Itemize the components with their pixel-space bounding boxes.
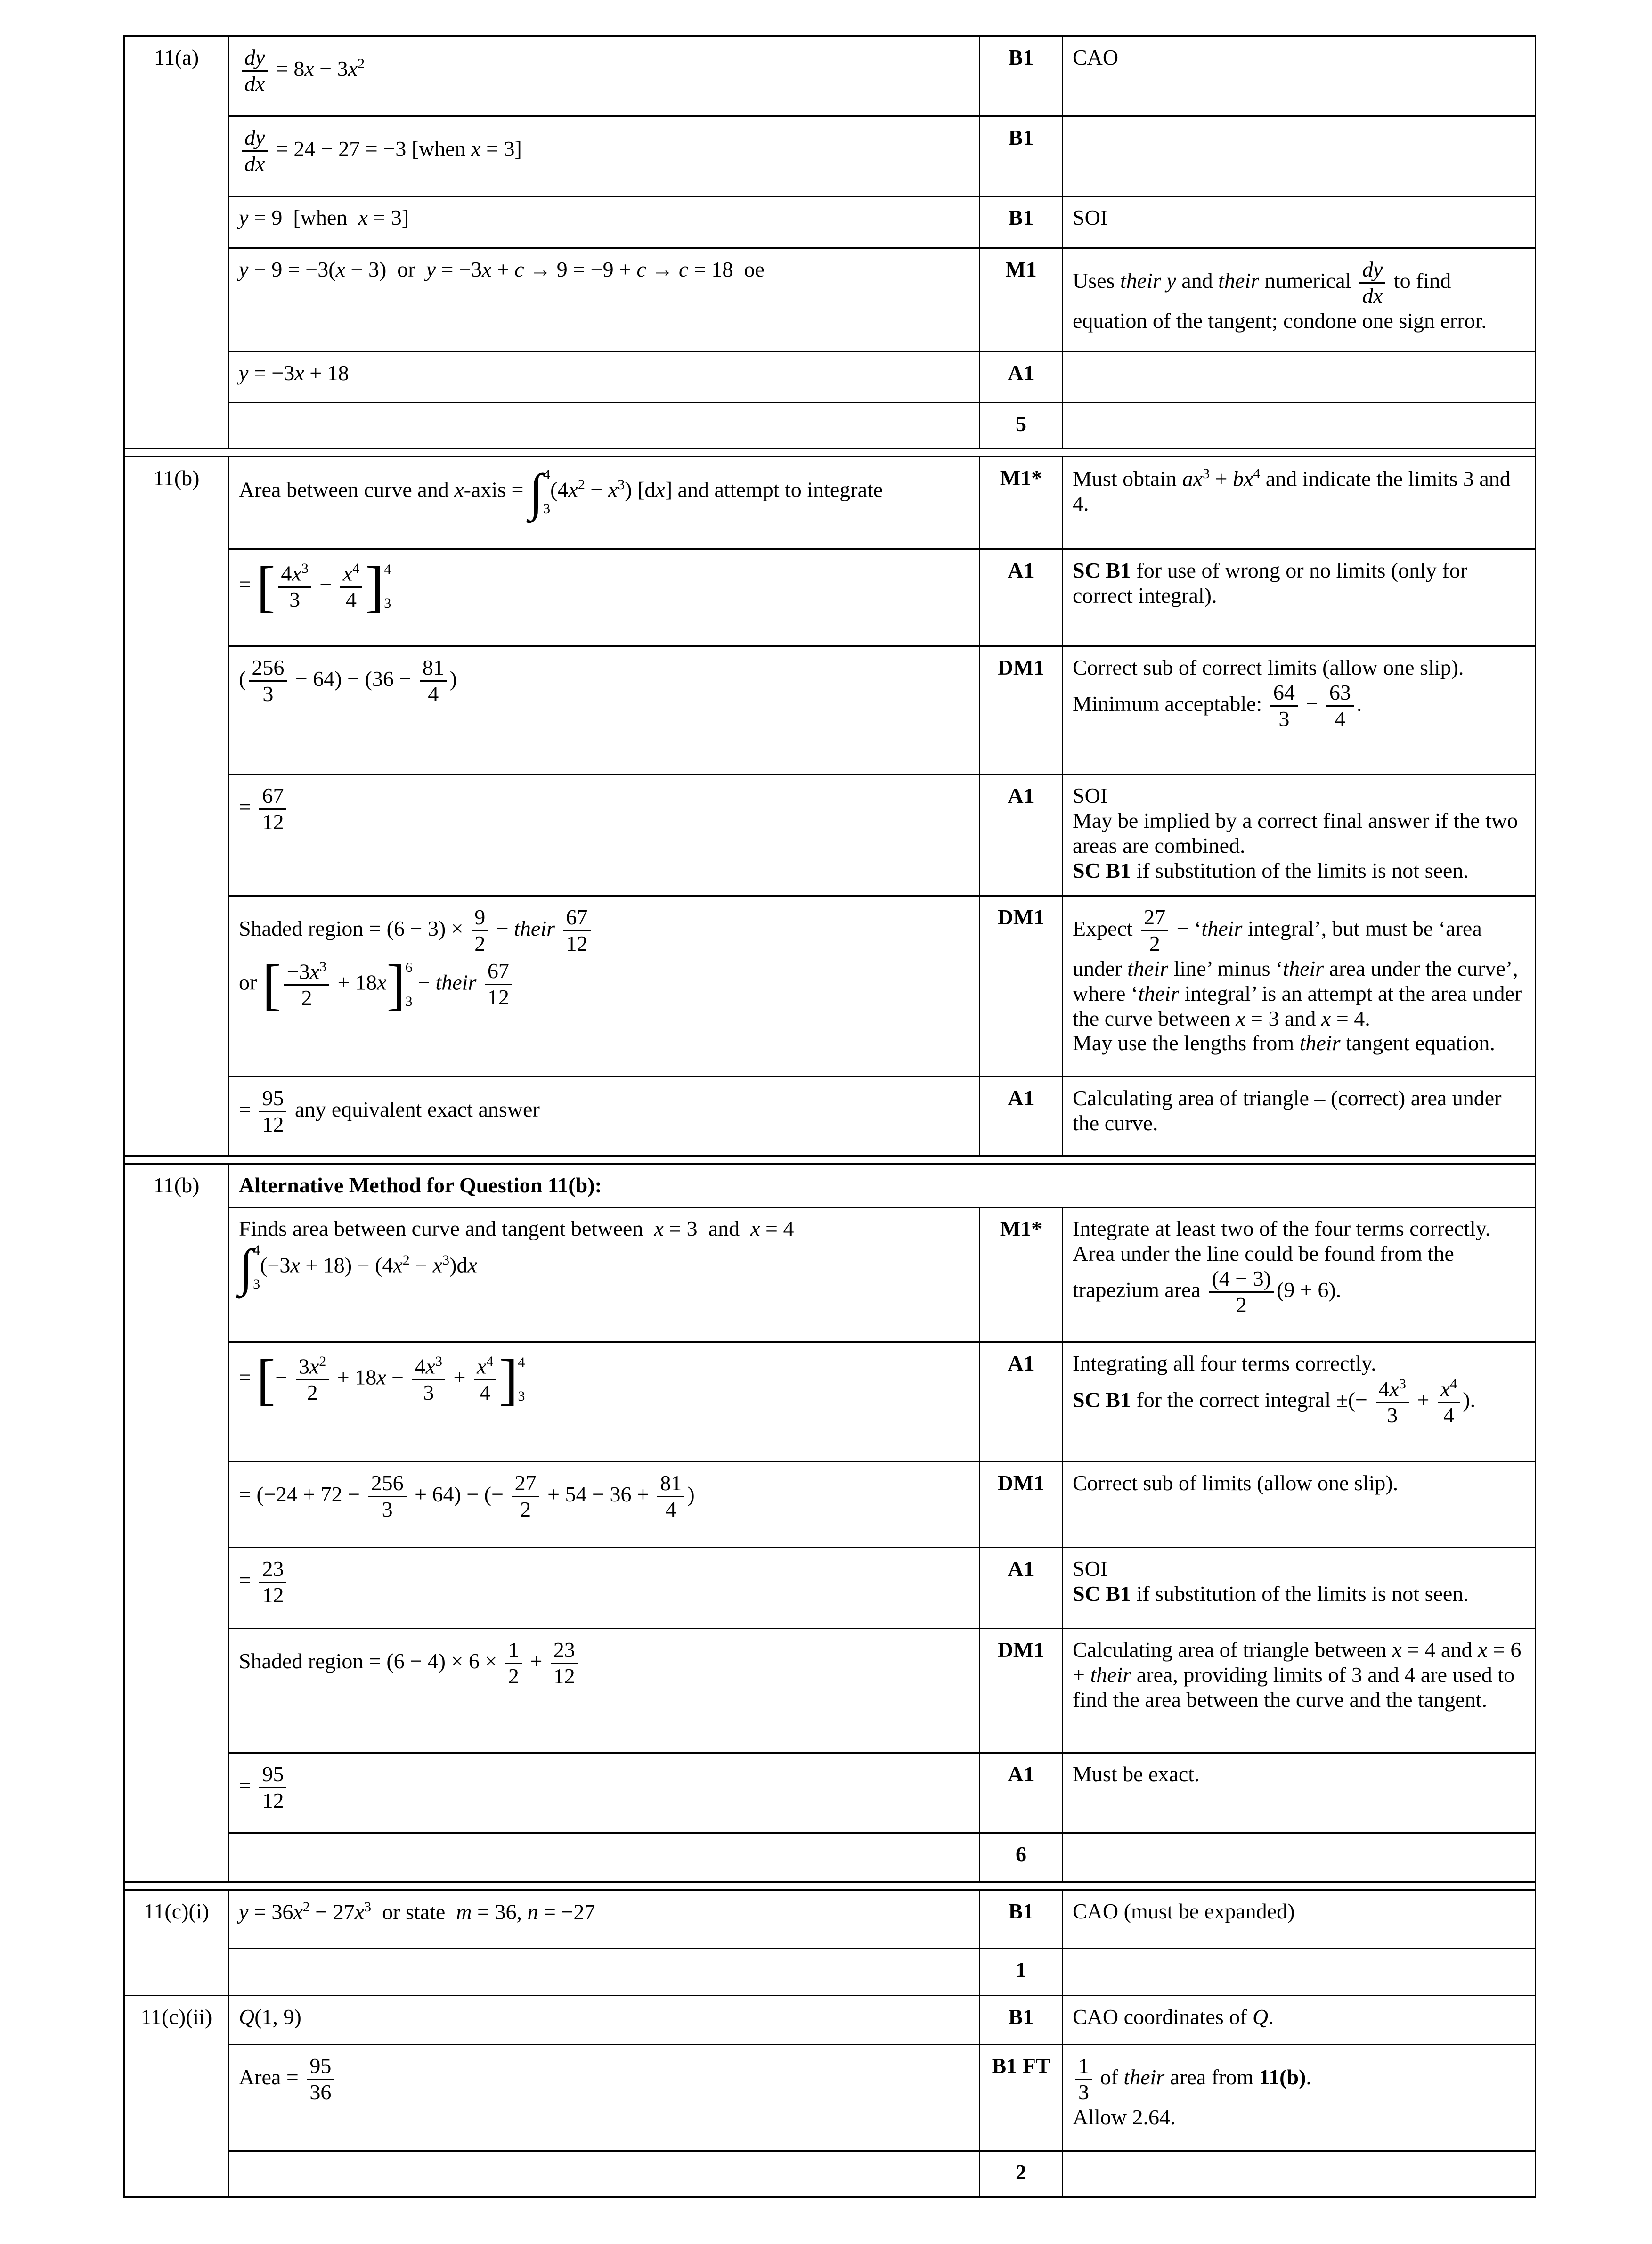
section-separator [124,1882,1536,1890]
table-row [124,1342,1536,1462]
answer-cell: Q(1, 9) [229,1996,980,2045]
guidance-cell: Must obtain $ax^3 + bx^4$ and indicate the limits 3 and 4. [1063,457,1536,549]
section-separator [124,1156,1536,1164]
answer-cell: = [− $\frac{3x^2}{2}$ + 18x − $\frac{4x^3}{3}$ + $\frac{x^4}{4}$ ]4 3 [229,1342,980,1462]
guidance-cell: Correct sub of limits (allow one slip). [1063,1462,1536,1548]
guidance-cell: Must be exact. [1063,1753,1536,1833]
answer-cell: y = −3x + 18 [229,352,980,403]
mark-cell: A1 [980,1342,1063,1462]
answer-cell: Shaded region = (6 − 3) × $\frac{9}{2}$ − their $\frac{67}{12}$ or [ $\frac{-3x^3}{2}$ + 18x]6 3 − their $\frac{67}{12}$ [229,896,980,1077]
mark-cell: DM1 [980,896,1063,1077]
guidance-cell: SOI SC B1 if substitution of the limits is not seen. [1063,1548,1536,1629]
table-row [124,549,1536,646]
table-row [124,116,1536,196]
guidance-cell [1063,1949,1536,1996]
alternative-method-heading: Alternative Method for Question 11(b): [229,1164,1536,1208]
answer-cell: = $\frac{95}{12}$ any equivalent exact answer [229,1077,980,1156]
mark-cell: B1 [980,36,1063,116]
guidance-cell: CAO [1063,36,1536,116]
guidance-cell: CAO coordinates of Q. [1063,1996,1536,2045]
answer-cell [229,2151,980,2197]
table-row [124,1753,1536,1833]
guidance-cell: Calculating area of triangle – (correct) area under the curve. [1063,1077,1536,1156]
guidance-cell: Integrate at least two of the four terms correctly. Area under the line could be found from the trapezium area $\frac{(4 - 3)}{2}$ (9 + 6). [1063,1208,1536,1342]
mark-cell: M1* [980,457,1063,549]
answer-cell: Area between curve and x-axis = ∫4 $3(4x^2 - x^3)$ [dx] and attempt to integrate [229,457,980,549]
answer-cell: = $\frac{95}{12}$ [229,1753,980,1833]
table-row [124,1164,1536,1208]
mark-cell: DM1 [980,646,1063,775]
mark-cell: A1 [980,1753,1063,1833]
answer-cell: $\frac{dy}{dx}$ = $8x - 3x^2$ [229,36,980,116]
table-row [124,646,1536,775]
answer-cell: = $\frac{67}{12}$ [229,775,980,896]
guidance-cell: $\frac{1}{3}$ of their area from 11(b). Allow 2.64. [1063,2045,1536,2151]
guidance-cell [1063,352,1536,403]
table-row [124,196,1536,248]
guidance-cell [1063,116,1536,196]
mark-scheme-table [123,35,1536,2198]
total-row [124,403,1536,449]
guidance-cell: CAO (must be expanded) [1063,1890,1536,1949]
total-marks: 2 [980,2151,1063,2197]
mark-cell: B1 FT [980,2045,1063,2151]
answer-cell [229,403,980,449]
mark-cell: M1 [980,248,1063,352]
answer-cell: y = 9 [when x = 3] [229,196,980,248]
guidance-cell: SOI [1063,196,1536,248]
table-row [124,1208,1536,1342]
total-row [124,2151,1536,2197]
answer-cell: = $\frac{23}{12}$ [229,1548,980,1629]
guidance-cell: SC B1 for use of wrong or no limits (only for correct integral). [1063,549,1536,646]
mark-cell: DM1 [980,1629,1063,1753]
table-row [124,2045,1536,2151]
mark-cell: B1 [980,1890,1063,1949]
table-row [124,896,1536,1077]
answer-cell: ( $\frac{256}{3}$ − 64) − (36 − $\frac{81}{4}$ ) [229,646,980,775]
guidance-cell: Expect $\frac{27}{2}$ − ‘their integral’, but must be ‘area under their line’ minus ‘their area under the curve’, where ‘their integral’ is an attempt at the area under the curve between x = 3 and x = 4. May use the lengths from their tangent equation. [1063,896,1536,1077]
guidance-cell: Integrating all four terms correctly. SC B1 for the correct integral ±(− $\frac{4x^3}{3}$ + $\frac{x^4}{4}$ ). [1063,1342,1536,1462]
answer-cell: Finds area between curve and tangent between x = 3 and x = 4 ∫4 $3(-3x + 18) - (4x^2 - x^3)dx$ [229,1208,980,1342]
total-marks: 6 [980,1833,1063,1882]
guidance-cell [1063,2151,1536,2197]
mark-scheme-page [123,35,1535,2198]
mark-cell: A1 [980,352,1063,403]
mark-cell: A1 [980,1077,1063,1156]
mark-cell: B1 [980,196,1063,248]
guidance-cell: SOI May be implied by a correct final answer if the two areas are combined. SC B1 if substitution of the limits is not seen. [1063,775,1536,896]
question-number: 11(b) [124,1164,229,1882]
guidance-cell: Uses their y and their numerical $\frac{dy}{dx}$ to find equation of the tangent; condone one sign error. [1063,248,1536,352]
mark-cell: B1 [980,1996,1063,2045]
guidance-cell: Correct sub of correct limits (allow one slip). Minimum acceptable: $\frac{64}{3}$ − $\frac{63}{4}$ . [1063,646,1536,775]
table-row [124,36,1536,116]
total-row [124,1949,1536,1996]
table-row [124,775,1536,896]
mark-cell: M1* [980,1208,1063,1342]
answer-cell: Area = $\frac{95}{36}$ [229,2045,980,2151]
mark-cell: DM1 [980,1462,1063,1548]
table-row [124,1077,1536,1156]
table-row [124,1996,1536,2045]
answer-cell [229,1833,980,1882]
mark-cell: B1 [980,116,1063,196]
table-row [124,1890,1536,1949]
answer-cell: = [ $\frac{4x^3}{3}$ − $\frac{x^4}{4}$ ]4 3 [229,549,980,646]
table-row [124,1548,1536,1629]
table-row [124,248,1536,352]
table-row [124,457,1536,549]
guidance-cell: Calculating area of triangle between x = 4 and x = 6 + their area, providing limits of 3 and 4 are used to find the area between the curve and the tangent. [1063,1629,1536,1753]
total-marks: 5 [980,403,1063,449]
question-number: 11(a) [124,36,229,449]
table-row [124,352,1536,403]
section-separator [124,449,1536,457]
answer-cell: $y = 36x^2 - 27x^3$ or state m = 36, n = −27 [229,1890,980,1949]
mark-cell: A1 [980,1548,1063,1629]
guidance-cell [1063,403,1536,449]
mark-cell: A1 [980,549,1063,646]
answer-cell: y − 9 = −3(x − 3) or y = −3x + c → 9 = −9 + c → c = 18 oe [229,248,980,352]
question-number: 11(b) [124,457,229,1156]
answer-cell: Shaded region = (6 − 4) × 6 × $\frac{1}{2}$ + $\frac{23}{12}$ [229,1629,980,1753]
answer-cell: $\frac{dy}{dx}$ = 24 − 27 = −3 [when x = 3] [229,116,980,196]
table-row [124,1629,1536,1753]
table-row [124,1462,1536,1548]
mark-cell: A1 [980,775,1063,896]
answer-cell: = (−24 + 72 − $\frac{256}{3}$ + 64) − (− $\frac{27}{2}$ + 54 − 36 + $\frac{81}{4}$ ) [229,1462,980,1548]
guidance-cell [1063,1833,1536,1882]
answer-cell [229,1949,980,1996]
total-marks: 1 [980,1949,1063,1996]
total-row [124,1833,1536,1882]
question-number: 11(c)(ii) [124,1996,229,2197]
question-number: 11(c)(i) [124,1890,229,1996]
